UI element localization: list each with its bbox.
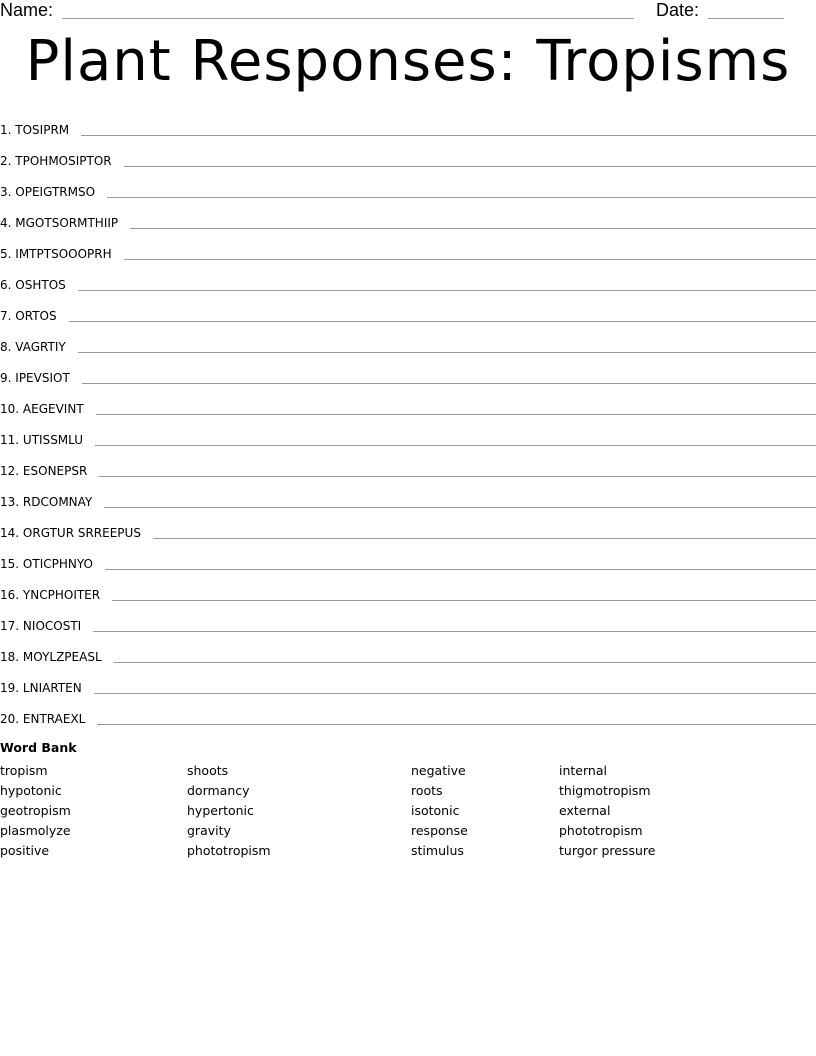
question-scramble xyxy=(0,619,81,638)
answer-line[interactable] xyxy=(130,228,816,229)
question-row xyxy=(0,700,816,731)
question-row xyxy=(0,111,816,142)
answer-line[interactable] xyxy=(81,135,816,136)
scrambled-word: UTISSMLU xyxy=(22,433,84,447)
word-bank-word: hypotonic xyxy=(0,783,62,798)
scrambled-word: RDCOMNAY xyxy=(22,495,93,509)
question-number: 8. xyxy=(0,340,12,354)
question-row xyxy=(0,266,816,297)
question-row xyxy=(0,173,816,204)
question-row xyxy=(0,359,816,390)
word-bank-word: geotropism xyxy=(0,803,71,818)
date-label: Date: xyxy=(656,0,700,20)
question-scramble xyxy=(0,402,84,421)
scrambled-word: IPEVSIOT xyxy=(15,371,70,385)
word-bank-word: dormancy xyxy=(187,783,250,798)
question-scramble xyxy=(0,371,70,390)
answer-line[interactable] xyxy=(93,631,816,632)
scrambled-word: LNIARTEN xyxy=(22,681,82,695)
scrambled-word: TOSIPRM xyxy=(15,123,70,137)
scrambled-word: ESONEPSR xyxy=(22,464,88,478)
question-scramble xyxy=(0,588,100,607)
word-bank-word: external xyxy=(559,803,611,818)
question-number: 17. xyxy=(0,619,20,633)
question-number: 4. xyxy=(0,216,12,230)
question-number: 12. xyxy=(0,464,20,478)
word-bank-column xyxy=(0,761,71,861)
answer-line[interactable] xyxy=(99,476,816,477)
scrambled-word: MGOTSORMTHIIP xyxy=(15,216,119,230)
scrambled-word: MOYLZPEASL xyxy=(22,650,102,664)
word-bank-word: tropism xyxy=(0,763,48,778)
answer-line[interactable] xyxy=(82,383,816,384)
question-row xyxy=(0,297,816,328)
answer-line[interactable] xyxy=(114,662,816,663)
question-row xyxy=(0,607,816,638)
question-number: 6. xyxy=(0,278,12,292)
question-list xyxy=(0,111,816,731)
answer-line[interactable] xyxy=(78,352,816,353)
question-scramble xyxy=(0,340,66,359)
answer-line[interactable] xyxy=(105,569,816,570)
answer-line[interactable] xyxy=(124,259,816,260)
name-field[interactable] xyxy=(62,18,634,19)
question-row xyxy=(0,235,816,266)
question-row xyxy=(0,452,816,483)
question-row xyxy=(0,638,816,669)
question-scramble xyxy=(0,309,57,328)
answer-line[interactable] xyxy=(104,507,816,508)
question-scramble xyxy=(0,154,112,173)
scrambled-word: YNCPHOITER xyxy=(22,588,101,602)
question-row xyxy=(0,669,816,700)
page-title: Plant Responses: Tropisms xyxy=(25,29,791,94)
answer-line[interactable] xyxy=(107,197,816,198)
question-scramble xyxy=(0,495,92,514)
word-bank-column xyxy=(187,761,271,861)
question-row xyxy=(0,576,816,607)
question-row xyxy=(0,421,816,452)
question-scramble xyxy=(0,464,87,483)
question-number: 7. xyxy=(0,309,12,323)
question-row xyxy=(0,328,816,359)
scrambled-word: IMTPTSOOOPRH xyxy=(15,247,112,261)
word-bank-word: negative xyxy=(411,763,466,778)
question-number: 18. xyxy=(0,650,20,664)
question-number: 19. xyxy=(0,681,20,695)
word-bank-word: thigmotropism xyxy=(559,783,651,798)
question-scramble xyxy=(0,650,102,669)
question-row xyxy=(0,390,816,421)
question-number: 15. xyxy=(0,557,20,571)
word-bank-word: internal xyxy=(559,763,607,778)
answer-line[interactable] xyxy=(153,538,816,539)
scrambled-word: ENTRAEXL xyxy=(22,712,86,726)
scrambled-word: OTICPHNYO xyxy=(22,557,93,571)
question-scramble xyxy=(0,123,69,142)
word-bank-word: hypertonic xyxy=(187,803,254,818)
word-bank-word: plasmolyze xyxy=(0,823,71,838)
scrambled-word: OSHTOS xyxy=(15,278,66,292)
word-bank-word: turgor pressure xyxy=(559,843,656,858)
scrambled-word: ORTOS xyxy=(15,309,57,323)
question-number: 11. xyxy=(0,433,20,447)
word-bank-title: Word Bank xyxy=(0,740,77,755)
word-bank-word: response xyxy=(411,823,468,838)
question-number: 13. xyxy=(0,495,20,509)
question-number: 16. xyxy=(0,588,20,602)
answer-line[interactable] xyxy=(96,414,816,415)
question-number: 2. xyxy=(0,154,12,168)
question-number: 14. xyxy=(0,526,20,540)
question-row xyxy=(0,545,816,576)
question-row xyxy=(0,142,816,173)
worksheet-header xyxy=(0,0,816,24)
scrambled-word: OPEIGTRMSO xyxy=(15,185,96,199)
question-row xyxy=(0,514,816,545)
question-scramble xyxy=(0,526,141,545)
question-number: 20. xyxy=(0,712,20,726)
word-bank-word: isotonic xyxy=(411,803,460,818)
word-bank-column xyxy=(411,761,468,861)
question-number: 1. xyxy=(0,123,12,137)
question-row xyxy=(0,483,816,514)
scrambled-word: TPOHMOSIPTOR xyxy=(15,154,112,168)
word-bank-word: roots xyxy=(411,783,443,798)
question-scramble xyxy=(0,433,83,452)
question-number: 3. xyxy=(0,185,12,199)
answer-line[interactable] xyxy=(94,693,816,694)
question-scramble xyxy=(0,681,82,700)
question-number: 9. xyxy=(0,371,12,385)
answer-line[interactable] xyxy=(69,321,816,322)
date-field[interactable] xyxy=(708,18,784,19)
question-number: 5. xyxy=(0,247,12,261)
question-scramble xyxy=(0,712,85,731)
word-bank-word: stimulus xyxy=(411,843,464,858)
word-bank-column xyxy=(559,761,655,861)
word-bank-word: shoots xyxy=(187,763,229,778)
word-bank-word: positive xyxy=(0,843,50,858)
question-scramble xyxy=(0,185,95,204)
scrambled-word: VAGRTIY xyxy=(15,340,66,354)
name-label: Name: xyxy=(0,0,54,20)
question-row xyxy=(0,204,816,235)
question-scramble xyxy=(0,247,112,266)
answer-line[interactable] xyxy=(124,166,816,167)
word-bank-word: phototropism xyxy=(187,843,271,858)
word-bank-word: phototropism xyxy=(559,823,643,838)
answer-line[interactable] xyxy=(78,290,816,291)
answer-line[interactable] xyxy=(95,445,816,446)
scrambled-word: NIOCOSTI xyxy=(22,619,82,633)
question-scramble xyxy=(0,278,66,297)
answer-line[interactable] xyxy=(112,600,816,601)
question-scramble xyxy=(0,557,93,576)
question-scramble xyxy=(0,216,118,235)
answer-line[interactable] xyxy=(97,724,816,725)
question-number: 10. xyxy=(0,402,20,416)
scrambled-word: ORGTUR SRREEPUS xyxy=(22,526,141,540)
scrambled-word: AEGEVINT xyxy=(22,402,84,416)
word-bank-word: gravity xyxy=(187,823,231,838)
